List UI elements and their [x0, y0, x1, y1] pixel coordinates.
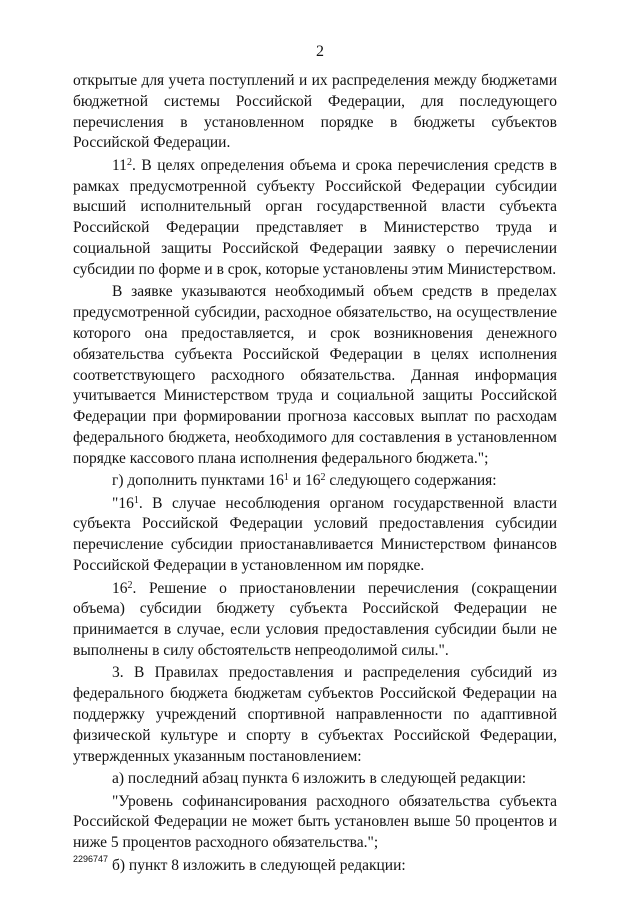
text-run: В заявке указываются необходимый объем средств в пределах предусмотренной субсидии, расходное обязательство, на осуществление которого она предоставляется, и срок возникновения денежного обязательства субъекта Российской Федерации в целях исполнения соответствующего расходного обязательства. Данная информация учитывается Министерством труда и социальной защиты Российской Федерации при формировании прогноза кассовых выплат по расходам федерального бюджета, необходимого для составления в установленном порядке кассового плана исполнения федерального бюджета.";	[73, 283, 557, 467]
text-run: открытые для учета поступлений и их распределения между бюджетами бюджетной системы Российской Федерации, для последующего перечисления в установленном порядке в бюджеты субъектов Российской Федерации.	[73, 72, 557, 152]
text-run: "Уровень софинансирования расходного обязательства субъекта Российской Федерации не может быть установлен выше 50 процентов и ниже 5 процентов расходного обязательства.";	[73, 792, 557, 852]
text-run: следующего содержания:	[325, 472, 497, 490]
superscript-index: 2	[126, 156, 132, 168]
text-run: 11	[112, 156, 127, 174]
paragraph	[73, 471, 557, 492]
text-run: а) последний абзац пункта 6 изложить в следующей редакции:	[112, 770, 527, 788]
paragraph	[73, 156, 557, 281]
text-run: 16	[112, 579, 128, 597]
document-code: 2296747	[73, 854, 109, 864]
superscript-index: 2	[127, 579, 133, 591]
paragraph	[73, 663, 557, 767]
paragraph	[73, 494, 557, 577]
paragraph	[73, 769, 557, 790]
text-run: и 16	[288, 472, 321, 490]
text-run: г) дополнить пунктами 16	[112, 472, 284, 490]
text-run: . Решение о приостановлении перечисления (сокращении объема) субсидии бюджету субъекта Российской Федерации не принимается в случае, если условия предоставления субсидии были не выполнены в силу обстоятельств непреодолимой силы.".	[73, 579, 557, 659]
paragraph	[73, 71, 557, 154]
text-run: б) пункт 8 изложить в следующей редакции:	[112, 856, 406, 874]
paragraph	[73, 282, 557, 469]
page-number: 2	[316, 43, 324, 60]
text-run: "16	[112, 494, 134, 512]
paragraph	[73, 792, 557, 854]
superscript-index: 1	[133, 494, 139, 506]
text-run: . В случае несоблюдения органом государственной власти субъекта Российской Федерации условий предоставления субсидии перечисление субсидии приостанавливается Министерством финансов Российской Федерации в установленном им порядке.	[73, 494, 557, 575]
text-run: 3. В Правилах предоставления и распределения субсидий из федерального бюджета бюджетам субъектов Российской Федерации на поддержку учреждений спортивной направленности по адаптивной физической культуре и спорту в субъектах Российской Федерации, утвержденных указанным постановлением:	[73, 664, 557, 765]
superscript-index: 2	[320, 472, 326, 484]
superscript-index: 1	[283, 472, 289, 484]
paragraph	[73, 856, 557, 877]
document-body	[73, 71, 557, 878]
text-run: . В целях определения объема и срока перечисления средств в рамках предусмотренной субъекту Российской Федерации субсидии высший исполнительный орган государственной власти субъекта Российской Федерации представляет в Министерство труда и социальной защиты Российской Федерации заявку о перечислении субсидии по форме и в срок, которые установлены этим Министерством.	[73, 156, 557, 278]
paragraph	[73, 579, 557, 662]
